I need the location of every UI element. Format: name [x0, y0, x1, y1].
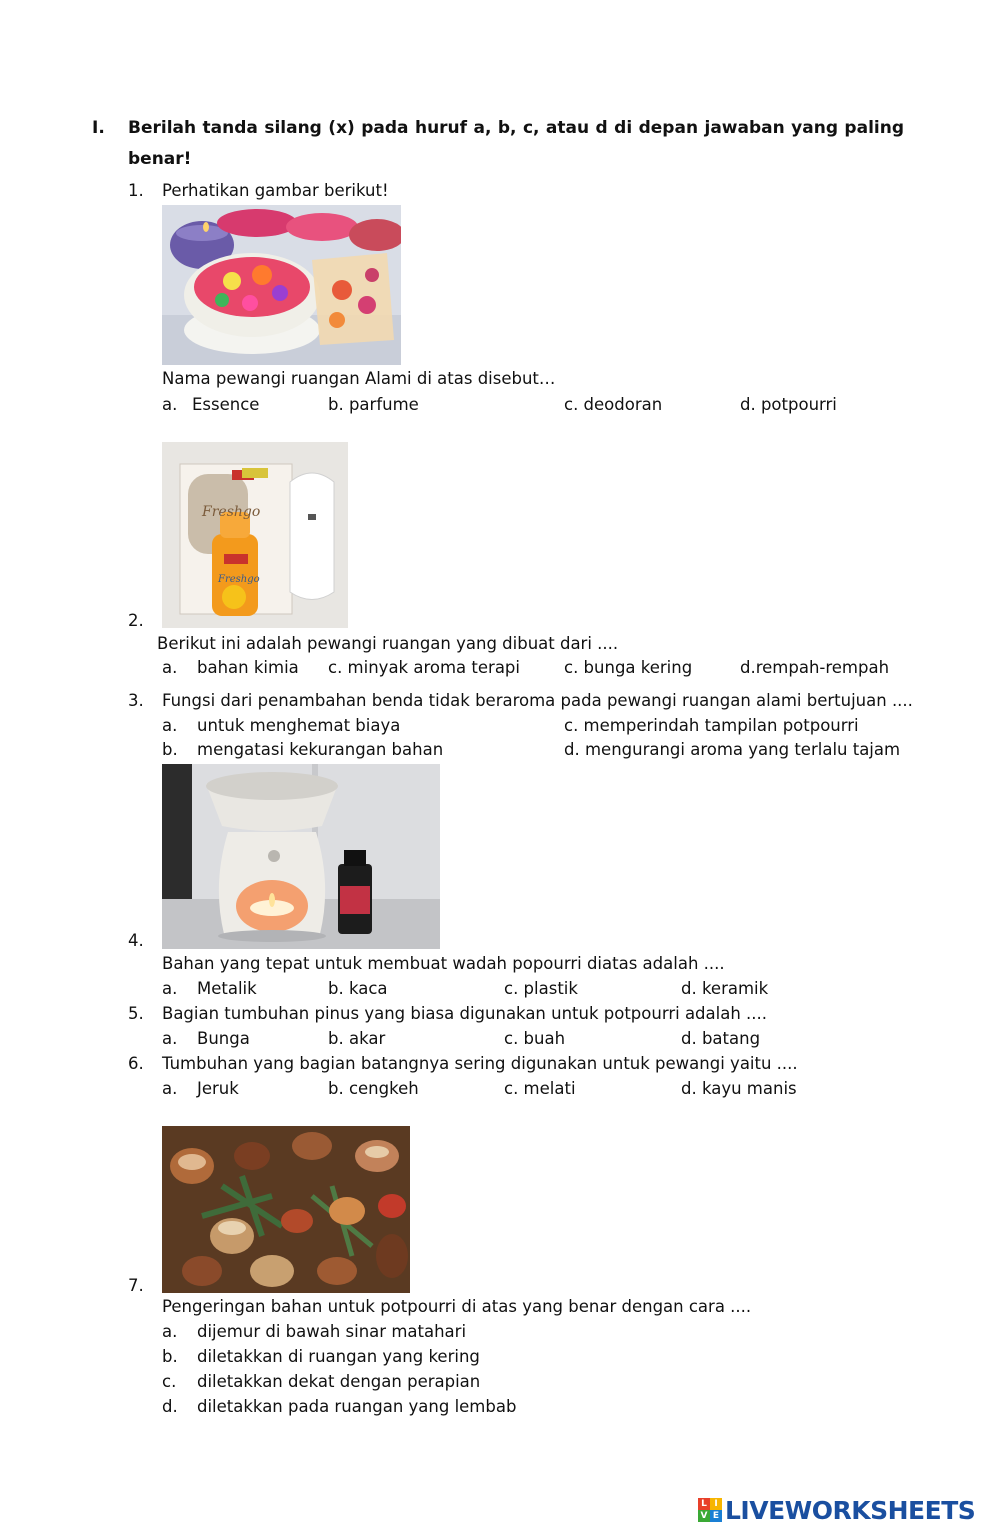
q5-option-a[interactable]: Bunga [197, 1029, 250, 1048]
logo-mark-i: I [710, 1498, 722, 1510]
q7-option-a[interactable]: dijemur di bawah sinar matahari [197, 1322, 467, 1341]
air-freshener-spray-photo [162, 442, 348, 628]
q4-option-d[interactable]: d. keramik [681, 979, 769, 998]
q6-option-d[interactable]: d. kayu manis [681, 1079, 797, 1098]
q4-option-a-letter[interactable]: a. [162, 979, 178, 998]
q7-option-c[interactable]: diletakkan dekat dengan perapian [197, 1372, 481, 1391]
q7-option-d[interactable]: diletakkan pada ruangan yang lembab [197, 1397, 517, 1416]
question-2-number: 2. [128, 611, 144, 630]
question-3-number: 3. [128, 691, 144, 710]
q3-option-c[interactable]: c. memperindah tampilan potpourri [564, 716, 859, 735]
q3-option-d[interactable]: d. mengurangi aroma yang terlalu tajam [564, 740, 901, 759]
question-6-text: Tumbuhan yang bagian batangnya sering digunakan untuk pewangi yaitu .... [162, 1054, 798, 1073]
logo-mark-v: V [698, 1510, 710, 1522]
q7-option-d-letter[interactable]: d. [162, 1397, 178, 1416]
q1-option-c[interactable]: c. deodoran [564, 395, 663, 414]
q4-option-a[interactable]: Metalik [197, 979, 257, 998]
q2-option-c[interactable]: c. bunga kering [564, 658, 693, 677]
q4-option-b[interactable]: b. kaca [328, 979, 388, 998]
question-1-number: 1. [128, 181, 144, 200]
section-instruction: Berilah tanda silang (x) pada huruf a, b, c, atau d di depan jawaban yang paling [128, 118, 904, 138]
pinecone-potpourri-photo [162, 1126, 410, 1293]
logo-mark-l: L [698, 1498, 710, 1510]
q7-option-b-letter[interactable]: b. [162, 1347, 178, 1366]
question-1-text: Nama pewangi ruangan Alami di atas disebut… [162, 369, 556, 388]
question-3-text: Fungsi dari penambahan benda tidak beraroma pada pewangi ruangan alami bertujuan .... [162, 691, 913, 710]
q6-option-a-letter[interactable]: a. [162, 1079, 178, 1098]
q1-option-a-letter[interactable]: a. [162, 395, 178, 414]
question-6-number: 6. [128, 1054, 144, 1073]
question-4-text: Bahan yang tepat untuk membuat wadah popourri diatas adalah .... [162, 954, 725, 973]
q2-option-b[interactable]: c. minyak aroma terapi [328, 658, 520, 677]
liveworksheets-logo[interactable] [698, 1494, 975, 1526]
q3-option-b-letter[interactable]: b. [162, 740, 178, 759]
logo-text: LIVEWORKSHEETS [725, 1495, 976, 1525]
logo-mark-icon [698, 1498, 722, 1522]
potpourri-bowl-photo [162, 205, 401, 365]
q3-option-a[interactable]: untuk menghemat biaya [197, 716, 401, 735]
product-label-can: Freshgo [218, 574, 260, 585]
q5-option-d[interactable]: d. batang [681, 1029, 761, 1048]
question-7-number: 7. [128, 1276, 144, 1295]
q2-option-a[interactable]: bahan kimia [197, 658, 299, 677]
product-label-box: Freshgo [202, 504, 261, 520]
q7-option-a-letter[interactable]: a. [162, 1322, 178, 1341]
logo-mark-e: E [710, 1510, 722, 1522]
q6-option-b[interactable]: b. cengkeh [328, 1079, 419, 1098]
q2-option-a-letter[interactable]: a. [162, 658, 178, 677]
question-5-number: 5. [128, 1004, 144, 1023]
q4-option-c[interactable]: c. plastik [504, 979, 578, 998]
q5-option-c[interactable]: c. buah [504, 1029, 566, 1048]
question-1-prompt: Perhatikan gambar berikut! [162, 181, 389, 200]
q6-option-a[interactable]: Jeruk [197, 1079, 239, 1098]
q6-option-c[interactable]: c. melati [504, 1079, 576, 1098]
q5-option-a-letter[interactable]: a. [162, 1029, 178, 1048]
q2-option-d[interactable]: d.rempah-rempah [740, 658, 890, 677]
q5-option-b[interactable]: b. akar [328, 1029, 386, 1048]
q7-option-c-letter[interactable]: c. [162, 1372, 177, 1391]
question-2-text: Berikut ini adalah pewangi ruangan yang dibuat dari .... [157, 634, 619, 653]
q1-option-b[interactable]: b. parfume [328, 395, 419, 414]
section-instruction-continued: benar! [128, 149, 192, 169]
question-4-number: 4. [128, 931, 144, 950]
q1-option-a[interactable]: Essence [192, 395, 260, 414]
question-5-text: Bagian tumbuhan pinus yang biasa digunakan untuk potpourri adalah .... [162, 1004, 768, 1023]
q1-option-d[interactable]: d. potpourri [740, 395, 837, 414]
q3-option-b[interactable]: mengatasi kekurangan bahan [197, 740, 444, 759]
q3-option-a-letter[interactable]: a. [162, 716, 178, 735]
question-7-text: Pengeringan bahan untuk potpourri di atas yang benar dengan cara .... [162, 1297, 752, 1316]
section-numeral: I. [92, 118, 105, 138]
ceramic-oil-burner-photo [162, 764, 440, 949]
q7-option-b[interactable]: diletakkan di ruangan yang kering [197, 1347, 480, 1366]
